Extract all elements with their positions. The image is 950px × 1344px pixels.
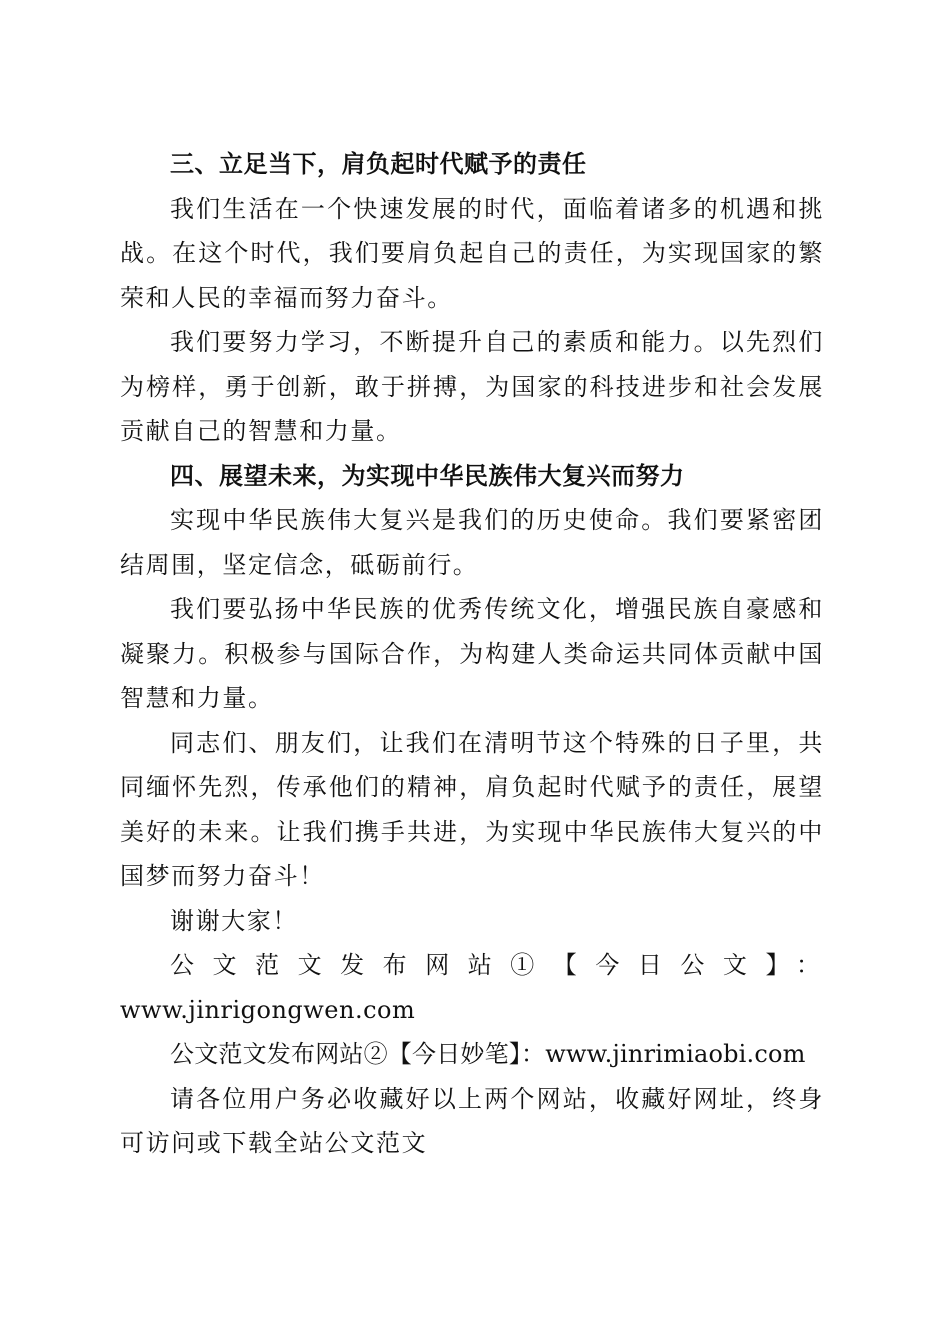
site-2-line: 公文范文发布网站②【今日妙笔】：www.jinrimiaobi.com xyxy=(170,1040,806,1068)
notice-paragraph: 请各位用户务必收藏好以上两个网站，收藏好网址，终身可访问或下载全站公文范文 xyxy=(120,1084,824,1157)
section-heading-4: 四、展望未来，为实现中华民族伟大复兴而努力 xyxy=(170,461,685,490)
site-1-label: 公文范文发布网站①【今日公文】： xyxy=(170,951,824,979)
document-body xyxy=(120,142,824,1166)
closing-paragraph: 同志们、朋友们，让我们在清明节这个特殊的日子里，共同缅怀先烈，传承他们的精神，肩负起时代赋予的责任，展望美好的未来。让我们携手共进，为实现中华民族伟大复兴的中国梦而努力奋斗！ xyxy=(120,728,824,890)
paragraph: 我们要努力学习，不断提升自己的素质和能力。以先烈们为榜样，勇于创新，敢于拼搏，为国家的科技进步和社会发展贡献自己的智慧和力量。 xyxy=(120,328,824,445)
paragraph: 我们要弘扬中华民族的优秀传统文化，增强民族自豪感和凝聚力。积极参与国际合作，为构建人类命运共同体贡献中国智慧和力量。 xyxy=(120,595,824,712)
paragraph: 我们生活在一个快速发展的时代，面临着诸多的机遇和挑战。在这个时代，我们要肩负起自己的责任，为实现国家的繁荣和人民的幸福而努力奋斗。 xyxy=(120,194,824,312)
thanks-line: 谢谢大家！ xyxy=(170,906,298,935)
section-heading-3: 三、立足当下，肩负起时代赋予的责任 xyxy=(170,150,587,178)
paragraph: 实现中华民族伟大复兴是我们的历史使命。我们要紧密团结周围，坚定信念，砥砺前行。 xyxy=(120,506,824,579)
site-1-url[interactable]: www.jinrigongwen.com xyxy=(120,995,416,1024)
